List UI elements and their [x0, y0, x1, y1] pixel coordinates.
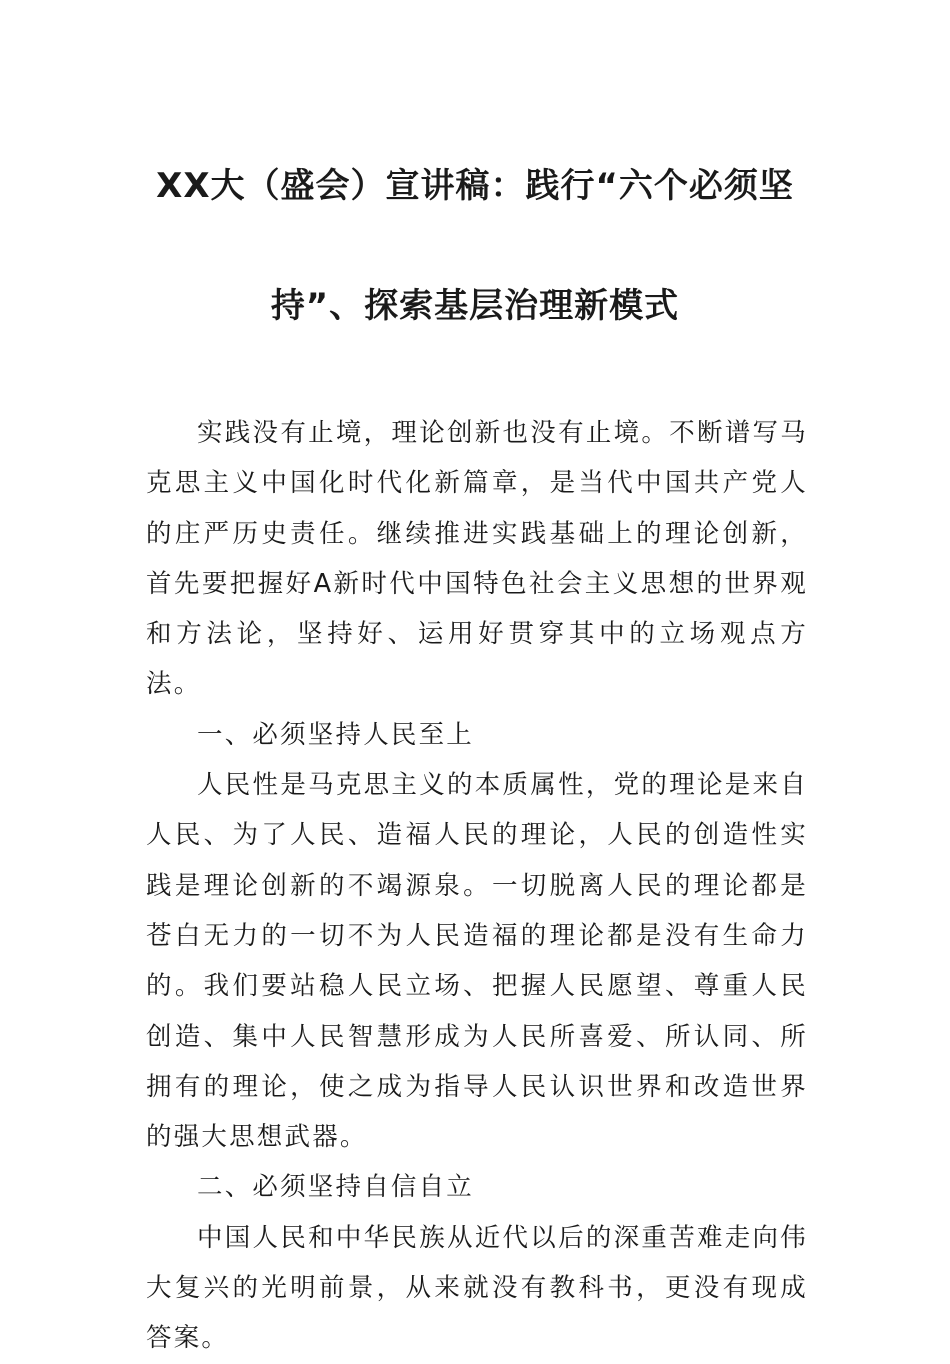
paragraph-intro: 实践没有止境，理论创新也没有止境。不断谱写马克思主义中国化时代化新篇章，是当代中国共产党人的庄严历史责任。继续推进实践基础上的理论创新，首先要把握好A新时代中国特色社会主义思想的世界观和方法论，坚持好、运用好贯穿其中的立场观点方法。 — [146, 418, 808, 700]
document-title-line-2: 持”、探索基层治理新模式 — [270, 286, 680, 326]
paragraph-section-1: 人民性是马克思主义的本质属性，党的理论是来自人民、为了人民、造福人民的理论，人民的创造性实践是理论创新的不竭源泉。一切脱离人民的理论都是苍白无力的一切不为人民造福的理论都是没有生命力的。我们要站稳人民立场、把握人民愿望、尊重人民创造、集中人民智慧形成为人民所喜爱、所认同、所拥有的理论，使之成为指导人民认识世界和改造世界的强大思想武器。 — [146, 770, 808, 1153]
section-heading-1: 一、必须坚持人民至上 — [197, 719, 475, 750]
document-body — [146, 408, 808, 1364]
section-heading-2: 二、必须坚持自信自立 — [197, 1172, 475, 1203]
document-title-line-1: XX大（盛会）宣讲稿：践行“六个必须坚 — [156, 166, 794, 206]
paragraph-section-2: 中国人民和中华民族从近代以后的深重苦难走向伟大复兴的光明前景，从来就没有教科书，更没有现成答案。 — [146, 1222, 808, 1354]
